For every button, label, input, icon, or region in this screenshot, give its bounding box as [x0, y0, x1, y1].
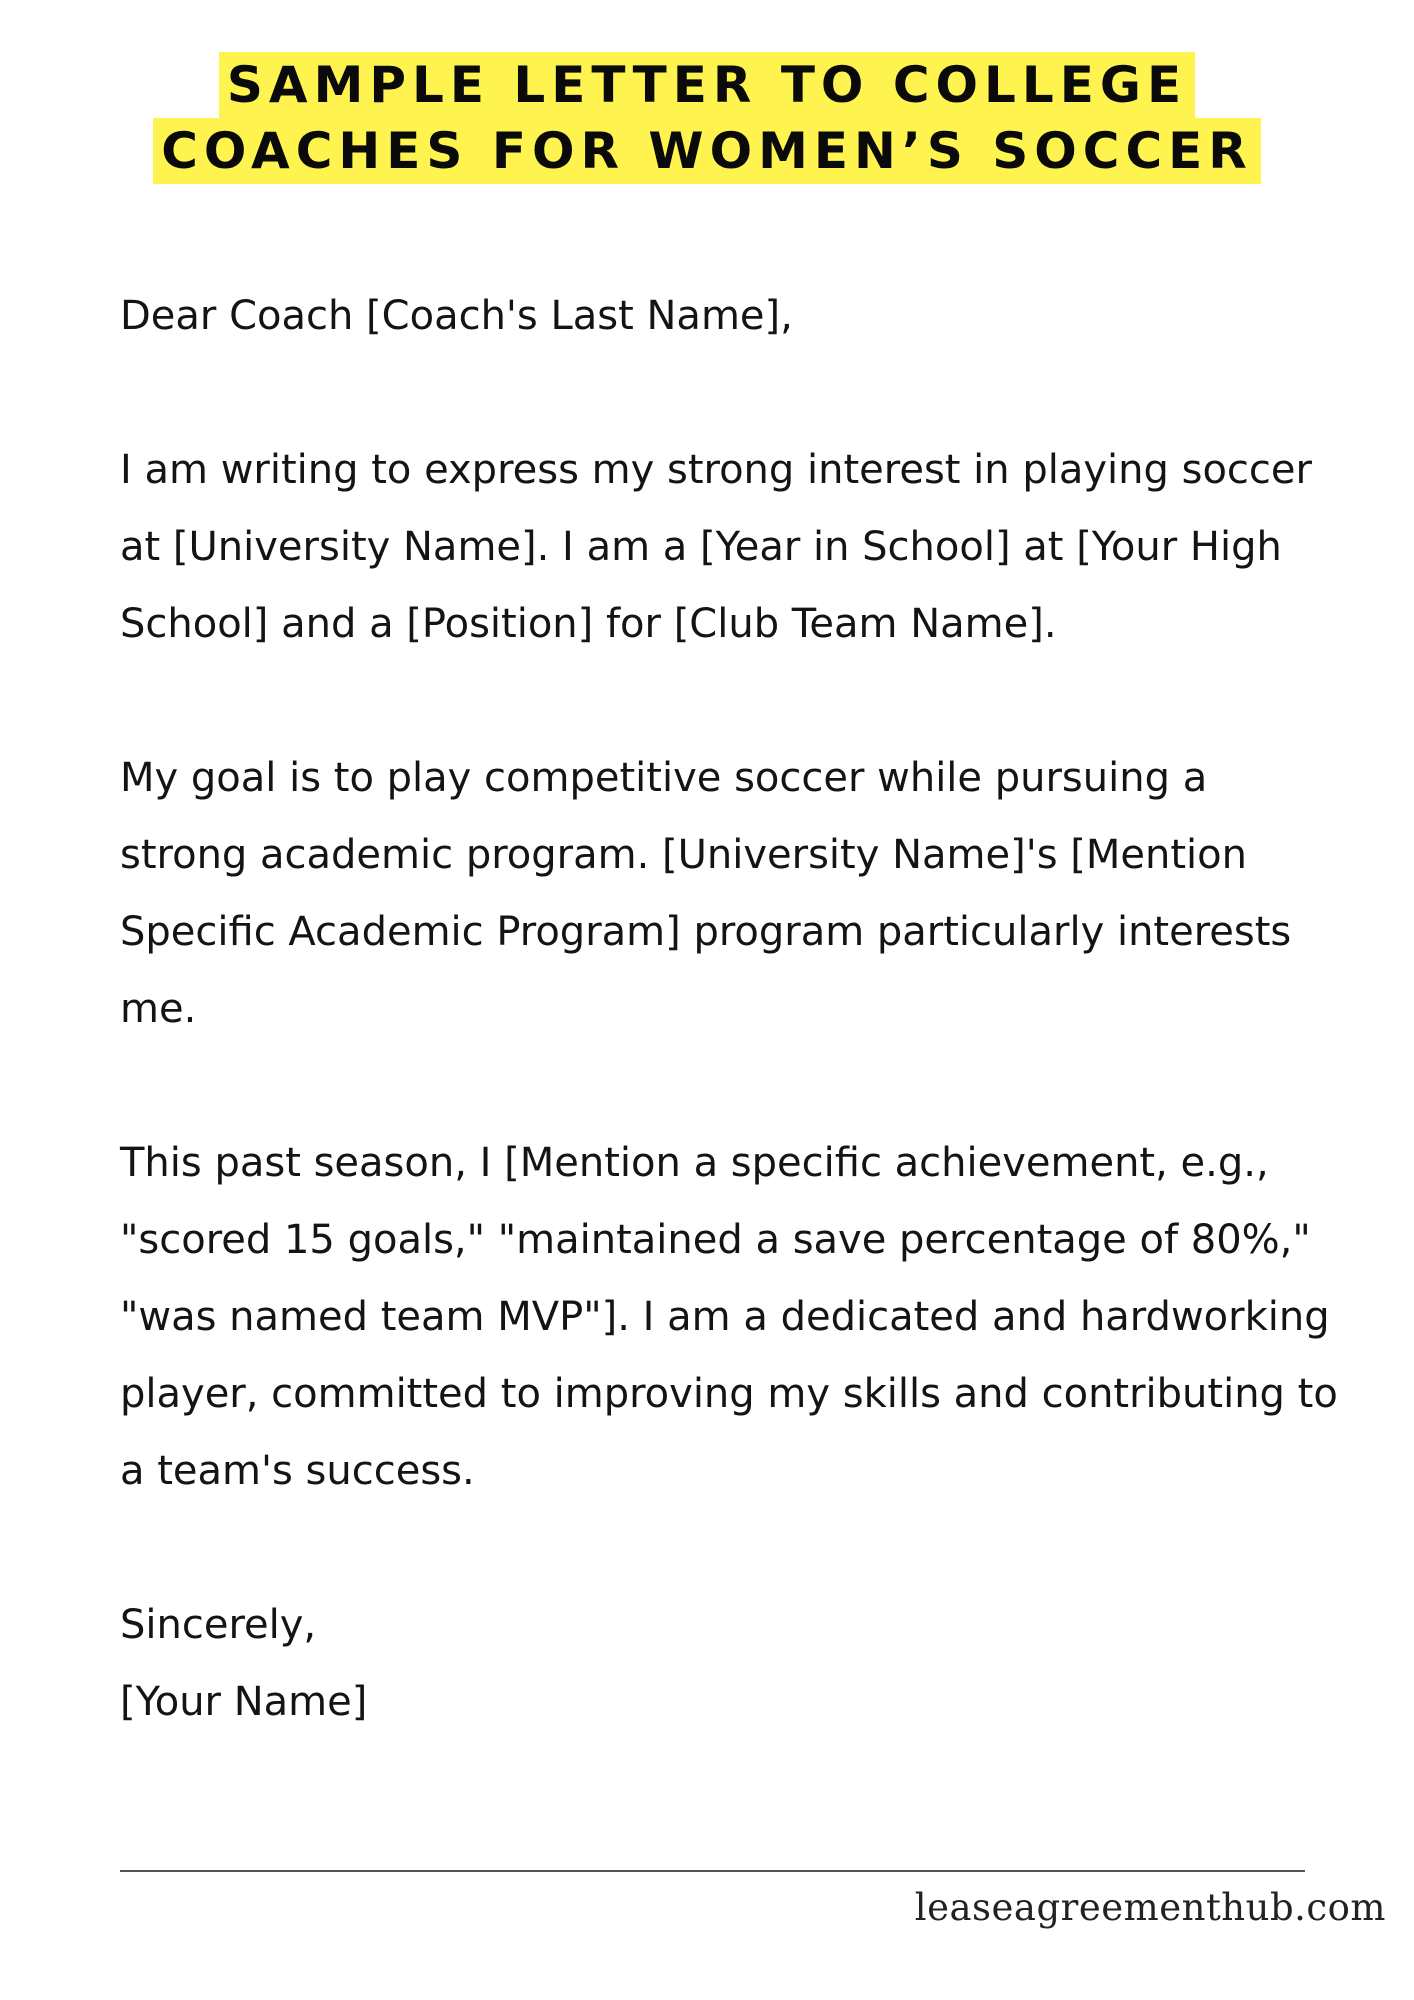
footer-divider — [120, 1870, 1305, 1872]
closing: Sincerely, — [120, 1602, 317, 1648]
letter-body — [120, 278, 1340, 1741]
title-line-1: SAMPLE LETTER TO COLLEGE — [219, 52, 1195, 118]
title-line-2: COACHES FOR WOMEN’S SOCCER — [153, 118, 1261, 184]
signature: [Your Name] — [120, 1679, 368, 1725]
paragraph-goal: My goal is to play competitive soccer while pursuing a strong academic program. [University Name]'s [Mention Specific Academic Program] program particularly interests me. — [120, 755, 1292, 1032]
salutation: Dear Coach [Coach's Last Name], — [120, 293, 793, 339]
paragraph-achievement: This past season, I [Mention a specific achievement, e.g., "scored 15 goals," "maintained a save percentage of 80%," "was named team MVP"]. I am a dedicated and hardworking player, committed to improving my skills and contributing to a team's success. — [120, 1140, 1338, 1494]
footer-website: leaseagreementhub.com — [914, 1886, 1386, 1929]
paragraph-interest: I am writing to express my strong interest in playing soccer at [University Name]. I am a [Year in School] at [Your High School] and a [Position] for [Club Team Name]. — [120, 447, 1312, 647]
page-title — [0, 52, 1414, 184]
